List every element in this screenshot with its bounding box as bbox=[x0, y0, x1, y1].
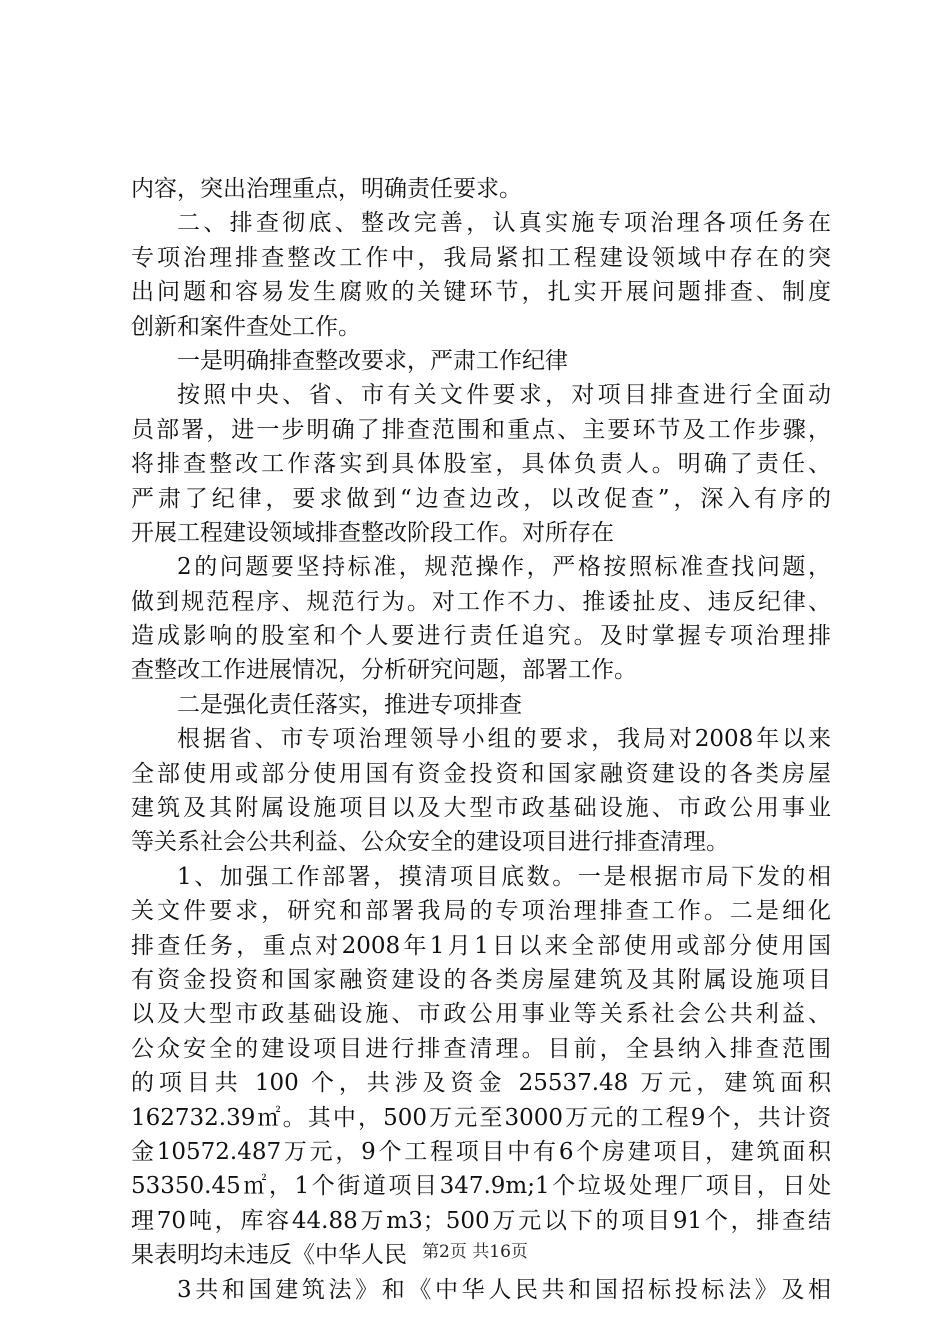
text-line: 3共和国建筑法》和《中华人民共和国招标投标法》及相 bbox=[177, 1276, 831, 1303]
text-line: 出问题和容易发生腐败的关键环节，扎实开展问题排查、制度 bbox=[131, 279, 831, 306]
text-line: 162732.39㎡。其中，500万元至3000万元的工程9个，共计资 bbox=[131, 1104, 831, 1131]
text-line: 内容，突出治理重点，明确责任要求。 bbox=[131, 176, 522, 202]
text-line: 根据省、市专项治理领导小组的要求，我局对2008年以来 bbox=[177, 726, 831, 753]
text-line: 排查任务，重点对2008年1月1日以来全部使用或部分使用国 bbox=[131, 932, 831, 959]
text-line: 全部使用或部分使用国有资金投资和国家融资建设的各类房屋 bbox=[131, 760, 831, 787]
page-footer: 第2页 共16页 bbox=[422, 1242, 528, 1262]
text-line: 二、排查彻底、整改完善，认真实施专项治理各项任务在 bbox=[177, 210, 831, 237]
text-line: 以及大型市政基础设施、市政公用事业等关系社会公共利益、 bbox=[131, 1001, 831, 1028]
text-line: 专项治理排查整改工作中，我局紧扣工程建设领域中存在的突 bbox=[131, 244, 831, 271]
document-body bbox=[131, 172, 831, 1307]
text-line: 金10572.487万元，9个工程项目中有6个房建项目，建筑面积 bbox=[131, 1138, 831, 1165]
text-line: 有资金投资和国家融资建设的各类房屋建筑及其附属设施项目 bbox=[131, 966, 831, 993]
text-line: 1、加强工作部署，摸清项目底数。一是根据市局下发的相 bbox=[177, 863, 831, 890]
text-line: 公众安全的建设项目进行排查清理。目前，全县纳入排查范围 bbox=[131, 1035, 831, 1062]
text-line: 的项目共 100 个，共涉及资金 25537.48 万元，建筑面积 bbox=[131, 1070, 831, 1097]
text-line: 开展工程建设领域排查整改阶段工作。对所存在 bbox=[131, 519, 614, 546]
text-line: 一是明确排查整改要求，严肃工作纪律 bbox=[177, 347, 568, 374]
text-line: 二是强化责任落实，推进专项排查 bbox=[177, 691, 522, 718]
text-line: 理70吨，库容44.88万m3；500万元以下的项目91个，排查结 bbox=[131, 1207, 831, 1234]
text-line: 查整改工作进展情况，分析研究问题，部署工作。 bbox=[131, 657, 637, 684]
text-line: 按照中央、省、市有关文件要求，对项目排查进行全面动 bbox=[177, 382, 831, 409]
text-line: 将排查整改工作落实到具体股室，具体负责人。明确了责任、 bbox=[131, 451, 831, 478]
text-line: 创新和案件查处工作。 bbox=[131, 313, 361, 340]
text-line: 造成影响的股室和个人要进行责任追究。及时掌握专项治理排 bbox=[131, 623, 831, 650]
text-line: 53350.45㎡，1个街道项目347.9m;1个垃圾处理厂项目，日处 bbox=[131, 1173, 831, 1200]
text-line: 关文件要求，研究和部署我局的专项治理排查工作。二是细化 bbox=[131, 898, 831, 925]
text-line: 2的问题要坚持标准，规范操作，严格按照标准查找问题， bbox=[177, 554, 831, 581]
text-line: 果表明均未违反《中华人民 bbox=[131, 1242, 407, 1269]
text-line: 员部署，进一步明确了排查范围和重点、主要环节及工作步骤， bbox=[131, 416, 831, 443]
text-line: 做到规范程序、规范行为。对工作不力、推诿扯皮、违反纪律、 bbox=[131, 588, 831, 615]
text-line: 等关系社会公共利益、公众安全的建设项目进行排查清理。 bbox=[131, 829, 729, 856]
text-line: 建筑及其附属设施项目以及大型市政基础设施、市政公用事业 bbox=[131, 795, 831, 822]
text-line: 严肃了纪律，要求做到“边查边改，以改促查”，深入有序的 bbox=[131, 485, 831, 512]
